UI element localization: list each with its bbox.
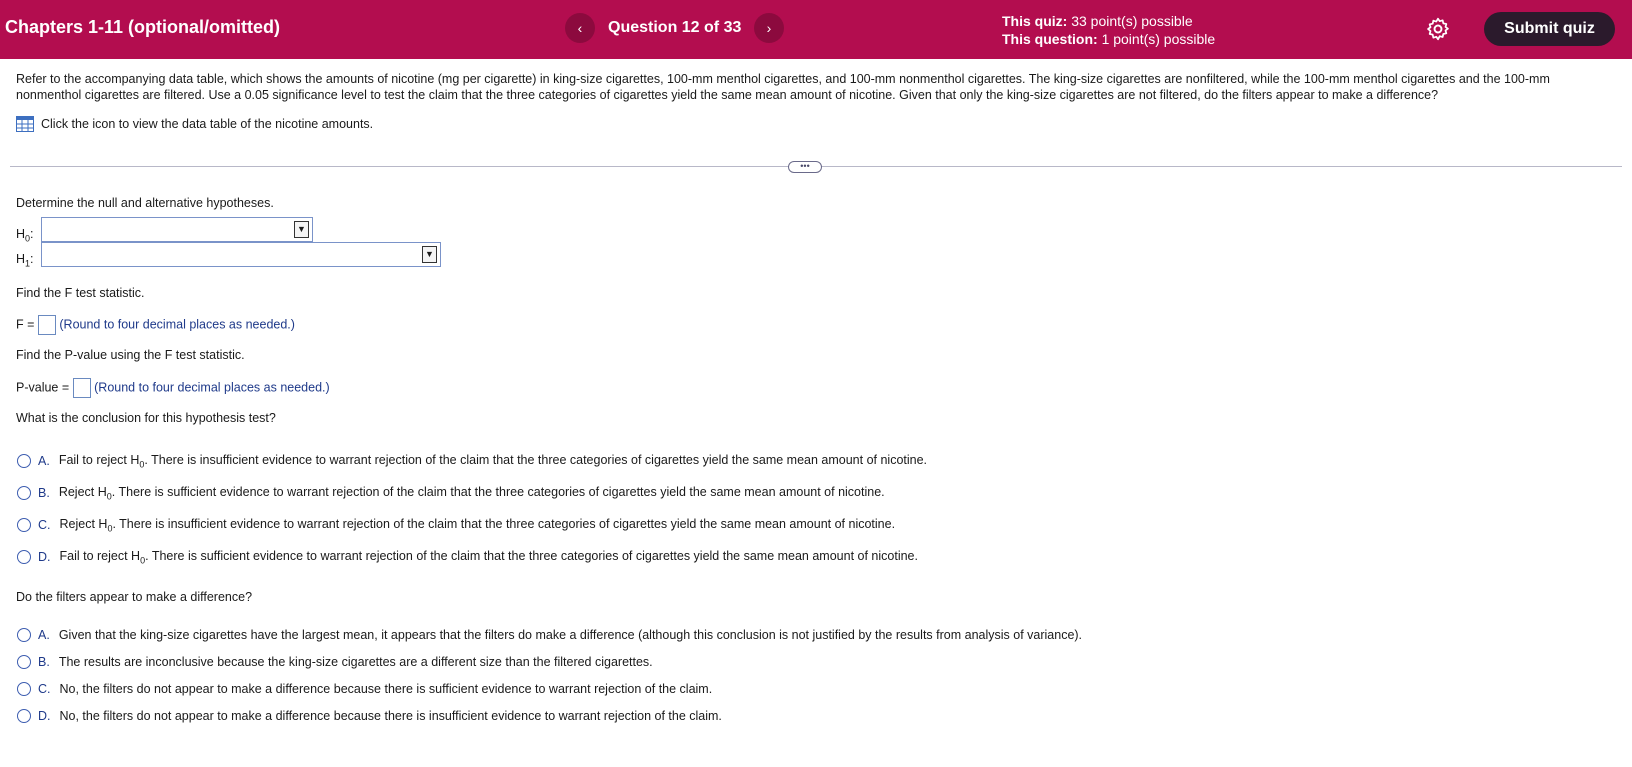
conclusion-option-a[interactable] <box>17 453 927 470</box>
option-text: Reject $H_0$. There is sufficient evidence to warrant rejection of the claim that the three categories of cigarettes yield the same mean amount of nicotine. <box>58 485 885 502</box>
expand-button[interactable]: ••• <box>788 161 822 173</box>
option-text: The results are inconclusive because the king-size cigarettes are a different size than the filtered cigarettes. <box>58 655 653 669</box>
data-table-link-text: Click the icon to view the data table of the nicotine amounts. <box>41 117 374 131</box>
option-text: Reject $H_0$. There is insufficient evidence to warrant rejection of the claim that the three categories of cigarettes yield the same mean amount of nicotine. <box>59 517 896 534</box>
conclusion-prompt: What is the conclusion for this hypothesis test? <box>16 411 276 425</box>
points-info <box>1002 12 1215 48</box>
hypotheses-prompt: Determine the null and alternative hypotheses. <box>16 196 274 210</box>
radio-button[interactable] <box>17 655 31 669</box>
quiz-points-label: This quiz: <box>1002 13 1068 29</box>
dropdown-arrow-icon: ▼ <box>294 221 309 238</box>
filters-option-b[interactable] <box>17 655 653 669</box>
f-label: F = <box>16 317 35 332</box>
chevron-right-icon: › <box>766 20 772 36</box>
question-counter: Question 12 of 33 <box>608 19 742 36</box>
option-text: Fail to reject $H_0$. There is sufficient evidence to warrant rejection of the claim that the three categories of cigarettes yield the same mean amount of nicotine. <box>59 549 918 566</box>
f-test-prompt: Find the F test statistic. <box>16 286 145 300</box>
option-letter: D. <box>38 709 51 723</box>
option-letter: A. <box>38 454 50 469</box>
option-text: Fail to reject $H_0$. There is insufficient evidence to warrant rejection of the claim that the three categories of cigarettes yield the same mean amount of nicotine. <box>58 453 928 470</box>
option-text: No, the filters do not appear to make a difference because there is insufficient evidence to warrant rejection of the claim. <box>59 709 722 723</box>
p-value-label: P-value = <box>16 380 70 395</box>
option-letter: A. <box>38 628 50 642</box>
option-letter: C. <box>38 518 51 533</box>
p-value-hint: (Round to four decimal places as needed.) <box>94 380 330 395</box>
question-points-label: This question: <box>1002 31 1098 47</box>
course-title: Chapters 1-11 (optional/omitted) <box>5 17 281 37</box>
h0-label: $H_0$: <box>16 227 34 244</box>
h1-dropdown[interactable] <box>41 242 441 267</box>
next-question-button[interactable] <box>754 13 784 43</box>
conclusion-option-d[interactable] <box>17 549 918 566</box>
quiz-header <box>0 0 1632 59</box>
conclusion-option-b[interactable] <box>17 485 885 502</box>
data-table-link[interactable] <box>16 116 373 132</box>
radio-button[interactable] <box>17 454 31 468</box>
p-value-input[interactable] <box>73 378 91 398</box>
h1-label: $H_1$: <box>16 252 34 269</box>
p-value-prompt: Find the P-value using the F test statistic. <box>16 348 245 362</box>
f-hint: (Round to four decimal places as needed.) <box>59 317 295 332</box>
radio-button[interactable] <box>17 682 31 696</box>
h0-dropdown[interactable] <box>41 217 313 242</box>
option-text: No, the filters do not appear to make a difference because there is sufficient evidence to warrant rejection of the claim. <box>59 682 713 696</box>
chevron-left-icon: ‹ <box>577 20 583 36</box>
option-letter: C. <box>38 682 51 696</box>
radio-button[interactable] <box>17 709 31 723</box>
settings-button[interactable] <box>1425 16 1451 42</box>
radio-button[interactable] <box>17 550 31 564</box>
conclusion-option-c[interactable] <box>17 517 895 534</box>
table-icon <box>16 116 34 132</box>
question-points-value: 1 point(s) possible <box>1101 31 1216 47</box>
filters-option-c[interactable] <box>17 682 712 696</box>
option-letter: D. <box>38 550 51 565</box>
radio-button[interactable] <box>17 628 31 642</box>
submit-quiz-button[interactable]: Submit quiz <box>1484 12 1615 46</box>
dropdown-arrow-icon: ▼ <box>422 246 437 263</box>
radio-button[interactable] <box>17 518 31 532</box>
previous-question-button[interactable] <box>565 13 595 43</box>
option-letter: B. <box>38 486 50 501</box>
gear-icon <box>1425 16 1451 42</box>
radio-button[interactable] <box>17 486 31 500</box>
filters-option-a[interactable] <box>17 628 1082 642</box>
p-value-answer-row <box>16 378 330 398</box>
f-answer-row <box>16 315 295 335</box>
problem-statement: Refer to the accompanying data table, which shows the amounts of nicotine (mg per cigarette) in king-size cigarettes, 100-mm menthol cigarettes, and 100-mm nonmenthol cigarettes. The king-size cigarettes are nonfiltered, while the 100-mm menthol cigarettes and the 100-mm nonmenthol cigarettes are filtered. Use a 0.05 significance level to test the claim that the three categories of cigarettes yield the same mean amount of nicotine. Given that only the king-size cigarettes are not filtered, do the filters appear to make a difference? <box>16 72 1550 102</box>
f-input[interactable] <box>38 315 56 335</box>
option-text: Given that the king-size cigarettes have the largest mean, it appears that the filters do make a difference (although this conclusion is not justified by the results from analysis of variance). <box>58 628 1083 642</box>
filters-prompt: Do the filters appear to make a difference? <box>16 590 253 604</box>
option-letter: B. <box>38 655 50 669</box>
filters-option-d[interactable] <box>17 709 722 723</box>
quiz-points-value: 33 point(s) possible <box>1071 13 1193 29</box>
